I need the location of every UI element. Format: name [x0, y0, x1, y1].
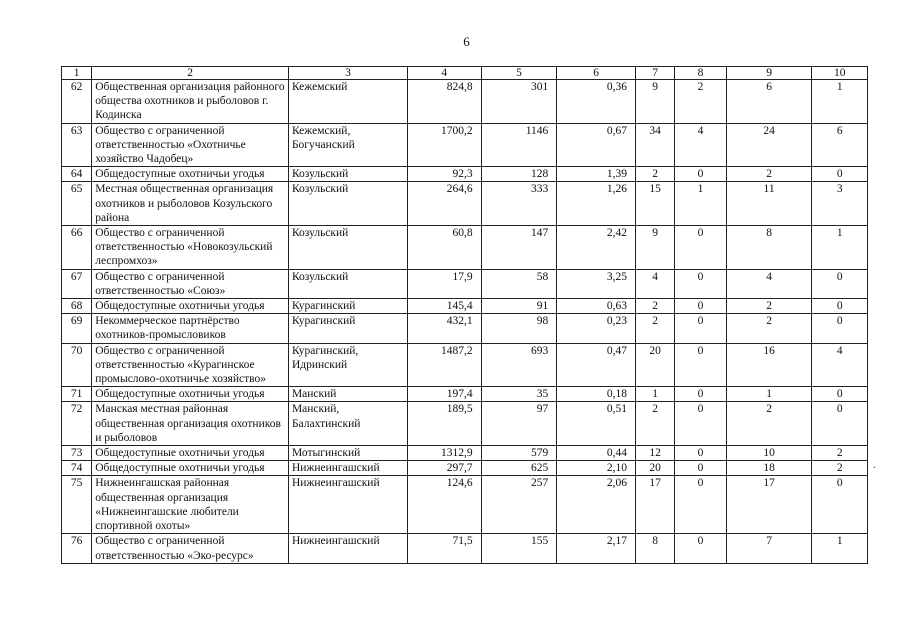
ratio-cell: 2,17	[557, 534, 636, 563]
value-cell: 301	[481, 80, 557, 124]
area-cell: 197,4	[407, 387, 481, 402]
area-cell: 824,8	[407, 80, 481, 124]
ratio-cell: 0,47	[557, 343, 636, 387]
table-row	[62, 446, 868, 461]
table-row	[62, 182, 868, 226]
row-number-cell: 68	[62, 299, 92, 314]
count-cell: 0	[675, 402, 726, 446]
ratio-cell: 0,23	[557, 314, 636, 343]
value-cell: 58	[481, 269, 557, 298]
area-cell: 297,7	[407, 461, 481, 476]
district-cell: Курагинский	[288, 314, 407, 343]
table-row	[62, 226, 868, 270]
column-header: 4	[407, 67, 481, 80]
ratio-cell: 0,44	[557, 446, 636, 461]
row-number-cell: 73	[62, 446, 92, 461]
count-cell: 8	[726, 226, 812, 270]
district-cell: Курагинский, Идринский	[288, 343, 407, 387]
district-cell: Курагинский	[288, 299, 407, 314]
row-number-cell: 67	[62, 269, 92, 298]
count-cell: 2	[812, 461, 868, 476]
stray-mark: .	[873, 460, 876, 471]
organization-cell: Общество с ограниченной ответственностью «Охотничье хозяйство Чадобец»	[92, 123, 289, 167]
count-cell: 0	[675, 446, 726, 461]
value-cell: 1146	[481, 123, 557, 167]
count-cell: 0	[675, 167, 726, 182]
column-header: 8	[675, 67, 726, 80]
value-cell: 128	[481, 167, 557, 182]
row-number-cell: 65	[62, 182, 92, 226]
count-cell: 2	[635, 314, 674, 343]
count-cell: 15	[635, 182, 674, 226]
organization-cell: Общество с ограниченной ответственностью «Новокозульский леспромхоз»	[92, 226, 289, 270]
count-cell: 0	[812, 314, 868, 343]
count-cell: 0	[675, 299, 726, 314]
count-cell: 20	[635, 461, 674, 476]
count-cell: 2	[726, 402, 812, 446]
count-cell: 1	[675, 182, 726, 226]
area-cell: 145,4	[407, 299, 481, 314]
organization-cell: Местная общественная организация охотников и рыболовов Козульского района	[92, 182, 289, 226]
table-row	[62, 314, 868, 343]
count-cell: 18	[726, 461, 812, 476]
organization-cell: Общедоступные охотничьи угодья	[92, 461, 289, 476]
area-cell: 1700,2	[407, 123, 481, 167]
ratio-cell: 2,10	[557, 461, 636, 476]
count-cell: 16	[726, 343, 812, 387]
organization-cell: Общество с ограниченной ответственностью «Курагинское промыслово-охотничье хозяйство»	[92, 343, 289, 387]
district-cell: Манский, Балахтинский	[288, 402, 407, 446]
table-row	[62, 299, 868, 314]
row-number-cell: 70	[62, 343, 92, 387]
district-cell: Козульский	[288, 226, 407, 270]
organization-cell: Общество с ограниченной ответственностью «Эко-ресурс»	[92, 534, 289, 563]
count-cell: 0	[675, 461, 726, 476]
count-cell: 0	[812, 167, 868, 182]
count-cell: 7	[726, 534, 812, 563]
table-row	[62, 461, 868, 476]
district-cell: Мотыгинский	[288, 446, 407, 461]
district-cell: Нижнеингашский	[288, 534, 407, 563]
count-cell: 2	[812, 446, 868, 461]
count-cell: 2	[635, 167, 674, 182]
count-cell: 1	[812, 534, 868, 563]
count-cell: 2	[726, 167, 812, 182]
ratio-cell: 2,42	[557, 226, 636, 270]
count-cell: 2	[635, 402, 674, 446]
table-row	[62, 123, 868, 167]
value-cell: 91	[481, 299, 557, 314]
count-cell: 34	[635, 123, 674, 167]
organization-cell: Общедоступные охотничьи угодья	[92, 299, 289, 314]
ratio-cell: 0,67	[557, 123, 636, 167]
organization-cell: Общедоступные охотничьи угодья	[92, 387, 289, 402]
count-cell: 1	[726, 387, 812, 402]
ratio-cell: 1,26	[557, 182, 636, 226]
count-cell: 3	[812, 182, 868, 226]
count-cell: 9	[635, 226, 674, 270]
value-cell: 35	[481, 387, 557, 402]
ratio-cell: 0,36	[557, 80, 636, 124]
count-cell: 2	[635, 299, 674, 314]
column-header: 5	[481, 67, 557, 80]
organization-cell: Общество с ограниченной ответственностью «Союз»	[92, 269, 289, 298]
row-number-cell: 62	[62, 80, 92, 124]
table-body	[62, 80, 868, 564]
ratio-cell: 2,06	[557, 476, 636, 534]
value-cell: 98	[481, 314, 557, 343]
ratio-cell: 0,18	[557, 387, 636, 402]
row-number-cell: 66	[62, 226, 92, 270]
table-row	[62, 387, 868, 402]
organization-cell: Манская местная районная общественная организация охотников и рыболовов	[92, 402, 289, 446]
table-row	[62, 80, 868, 124]
organization-cell: Общедоступные охотничьи угодья	[92, 167, 289, 182]
district-cell: Нижнеингашский	[288, 476, 407, 534]
district-cell: Нижнеингашский	[288, 461, 407, 476]
value-cell: 625	[481, 461, 557, 476]
table-row	[62, 269, 868, 298]
count-cell: 0	[812, 269, 868, 298]
count-cell: 4	[726, 269, 812, 298]
district-cell: Кежемский, Богучанский	[288, 123, 407, 167]
row-number-cell: 72	[62, 402, 92, 446]
count-cell: 12	[635, 446, 674, 461]
row-number-cell: 71	[62, 387, 92, 402]
value-cell: 693	[481, 343, 557, 387]
ratio-cell: 0,63	[557, 299, 636, 314]
table-row	[62, 534, 868, 563]
organization-cell: Нижнеингашская районная общественная организация «Нижнеингашские любители спортивной охоты»	[92, 476, 289, 534]
area-cell: 264,6	[407, 182, 481, 226]
table-row	[62, 402, 868, 446]
column-header: 6	[557, 67, 636, 80]
count-cell: 0	[675, 343, 726, 387]
ratio-cell: 3,25	[557, 269, 636, 298]
area-cell: 71,5	[407, 534, 481, 563]
count-cell: 0	[812, 476, 868, 534]
count-cell: 9	[635, 80, 674, 124]
count-cell: 0	[675, 534, 726, 563]
value-cell: 333	[481, 182, 557, 226]
count-cell: 8	[635, 534, 674, 563]
row-number-cell: 76	[62, 534, 92, 563]
page-number: 6	[463, 34, 470, 49]
area-cell: 189,5	[407, 402, 481, 446]
count-cell: 2	[675, 80, 726, 124]
count-cell: 11	[726, 182, 812, 226]
value-cell: 579	[481, 446, 557, 461]
count-cell: 4	[812, 343, 868, 387]
row-number-cell: 75	[62, 476, 92, 534]
column-header: 9	[726, 67, 812, 80]
column-header: 3	[288, 67, 407, 80]
count-cell: 17	[635, 476, 674, 534]
organization-cell: Общедоступные охотничьи угодья	[92, 446, 289, 461]
count-cell: 4	[675, 123, 726, 167]
area-cell: 1312,9	[407, 446, 481, 461]
district-cell: Козульский	[288, 269, 407, 298]
table-row	[62, 343, 868, 387]
column-header: 1	[62, 67, 92, 80]
column-header: 2	[92, 67, 289, 80]
row-number-cell: 69	[62, 314, 92, 343]
row-number-cell: 64	[62, 167, 92, 182]
count-cell: 0	[675, 476, 726, 534]
value-cell: 97	[481, 402, 557, 446]
count-cell: 6	[726, 80, 812, 124]
count-cell: 17	[726, 476, 812, 534]
header-row	[62, 67, 868, 80]
count-cell: 0	[675, 269, 726, 298]
district-cell: Манский	[288, 387, 407, 402]
value-cell: 147	[481, 226, 557, 270]
count-cell: 24	[726, 123, 812, 167]
count-cell: 20	[635, 343, 674, 387]
count-cell: 1	[812, 80, 868, 124]
ratio-cell: 0,51	[557, 402, 636, 446]
area-cell: 124,6	[407, 476, 481, 534]
area-cell: 60,8	[407, 226, 481, 270]
count-cell: 0	[675, 226, 726, 270]
count-cell: 0	[812, 387, 868, 402]
count-cell: 0	[812, 402, 868, 446]
area-cell: 432,1	[407, 314, 481, 343]
value-cell: 155	[481, 534, 557, 563]
count-cell: 1	[812, 226, 868, 270]
district-cell: Козульский	[288, 167, 407, 182]
count-cell: 0	[812, 299, 868, 314]
column-header: 7	[635, 67, 674, 80]
count-cell: 2	[726, 314, 812, 343]
district-cell: Кежемский	[288, 80, 407, 124]
row-number-cell: 74	[62, 461, 92, 476]
table-row	[62, 167, 868, 182]
hunting-grounds-table	[61, 66, 868, 564]
count-cell: 0	[675, 387, 726, 402]
count-cell: 1	[635, 387, 674, 402]
district-cell: Козульский	[288, 182, 407, 226]
count-cell: 10	[726, 446, 812, 461]
count-cell: 6	[812, 123, 868, 167]
count-cell: 0	[675, 314, 726, 343]
organization-cell: Некоммерческое партнёрство охотников-промысловиков	[92, 314, 289, 343]
column-header: 10	[812, 67, 868, 80]
count-cell: 2	[726, 299, 812, 314]
count-cell: 4	[635, 269, 674, 298]
ratio-cell: 1,39	[557, 167, 636, 182]
organization-cell: Общественная организация районного общества охотников и рыболовов г. Кодинска	[92, 80, 289, 124]
area-cell: 17,9	[407, 269, 481, 298]
area-cell: 92,3	[407, 167, 481, 182]
area-cell: 1487,2	[407, 343, 481, 387]
table-row	[62, 476, 868, 534]
value-cell: 257	[481, 476, 557, 534]
row-number-cell: 63	[62, 123, 92, 167]
